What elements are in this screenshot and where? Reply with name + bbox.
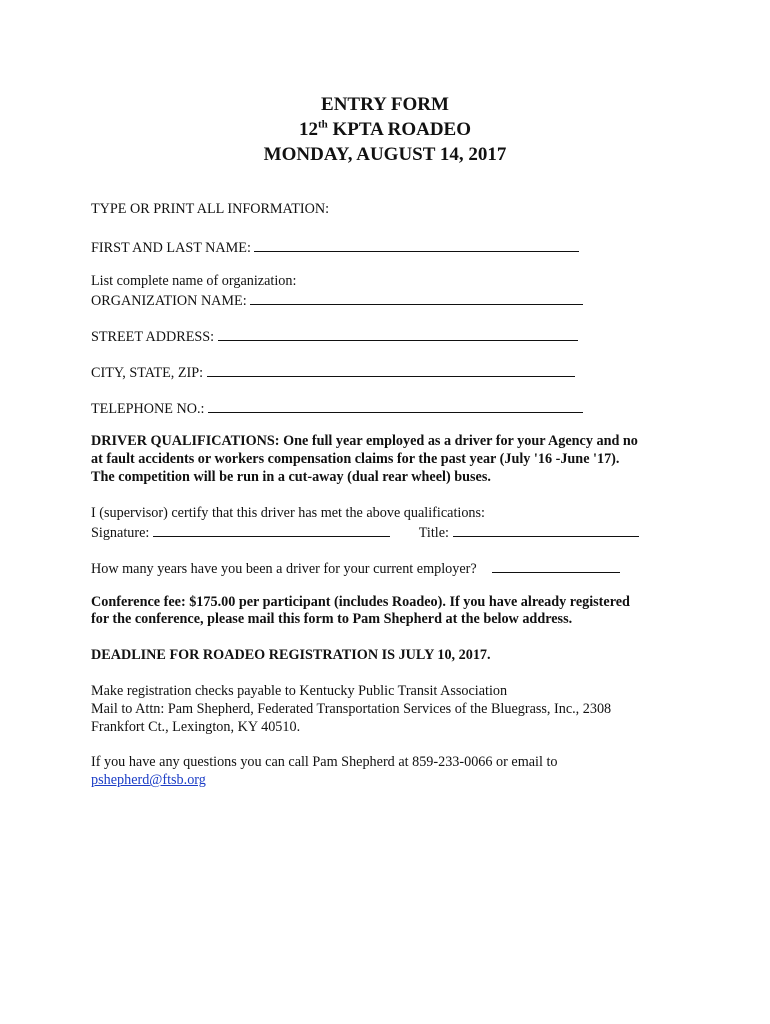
title-field[interactable] <box>453 522 639 537</box>
org-label: ORGANIZATION NAME: <box>91 293 247 309</box>
qualifications-line-3: The competition will be run in a cut-away (dual rear wheel) buses. <box>91 469 491 485</box>
street-row <box>91 326 578 346</box>
event-date: MONDAY, AUGUST 14, 2017 <box>263 144 507 165</box>
qualifications-line-1: DRIVER QUALIFICATIONS: One full year employed as a driver for your Agency and no <box>91 433 638 449</box>
deadline-text: DEADLINE FOR ROADEO REGISTRATION IS JULY 10, 2017. <box>91 647 491 663</box>
event-number-suffix: th <box>318 118 328 131</box>
phone-label: TELEPHONE NO.: <box>91 401 205 417</box>
instruction-text: TYPE OR PRINT ALL INFORMATION: <box>91 201 330 217</box>
qualifications-line-2: at fault accidents or workers compensation claims for the past year (July '16 -June '17). <box>91 451 620 467</box>
contact-line: If you have any questions you can call Pam Shepherd at 859-233-0066 or email to <box>91 754 558 770</box>
signature-field[interactable] <box>153 522 390 537</box>
city-label: CITY, STATE, ZIP: <box>91 365 204 381</box>
street-field[interactable] <box>218 326 578 341</box>
org-hint: List complete name of organization: <box>91 273 297 289</box>
form-title: ENTRY FORM <box>321 94 449 115</box>
name-row <box>91 237 579 257</box>
years-field[interactable] <box>492 558 620 573</box>
city-field[interactable] <box>207 362 575 377</box>
signature-label: Signature: <box>91 525 150 541</box>
contact-email-row <box>91 772 206 789</box>
certify-statement: I (supervisor) certify that this driver has met the above qualifications: <box>91 505 485 521</box>
event-name: KPTA ROADEO <box>332 119 471 140</box>
phone-row <box>91 398 583 418</box>
name-label: FIRST AND LAST NAME: <box>91 240 251 256</box>
email-link[interactable]: pshepherd@ftsb.org <box>91 772 206 788</box>
fee-line-1: Conference fee: $175.00 per participant (includes Roadeo). If you have already registered <box>91 594 630 610</box>
years-row <box>91 558 620 578</box>
street-label: STREET ADDRESS: <box>91 329 215 345</box>
years-question: How many years have you been a driver for your current employer? <box>91 561 477 577</box>
city-row <box>91 362 575 382</box>
phone-field[interactable] <box>208 398 583 413</box>
org-field[interactable] <box>250 290 583 305</box>
org-row <box>91 290 583 310</box>
signature-row <box>91 522 639 542</box>
fee-line-2: for the conference, please mail this form to Pam Shepherd at the below address. <box>91 611 573 627</box>
payment-line-1: Make registration checks payable to Kentucky Public Transit Association <box>91 683 508 699</box>
event-heading <box>0 119 770 141</box>
payment-line-3: Frankfort Ct., Lexington, KY 40510. <box>91 719 301 735</box>
payment-line-2: Mail to Attn: Pam Shepherd, Federated Transportation Services of the Bluegrass, Inc., 2308 <box>91 701 612 717</box>
name-field[interactable] <box>254 237 579 252</box>
title-label: Title: <box>418 525 449 541</box>
event-number: 12 <box>299 119 318 140</box>
